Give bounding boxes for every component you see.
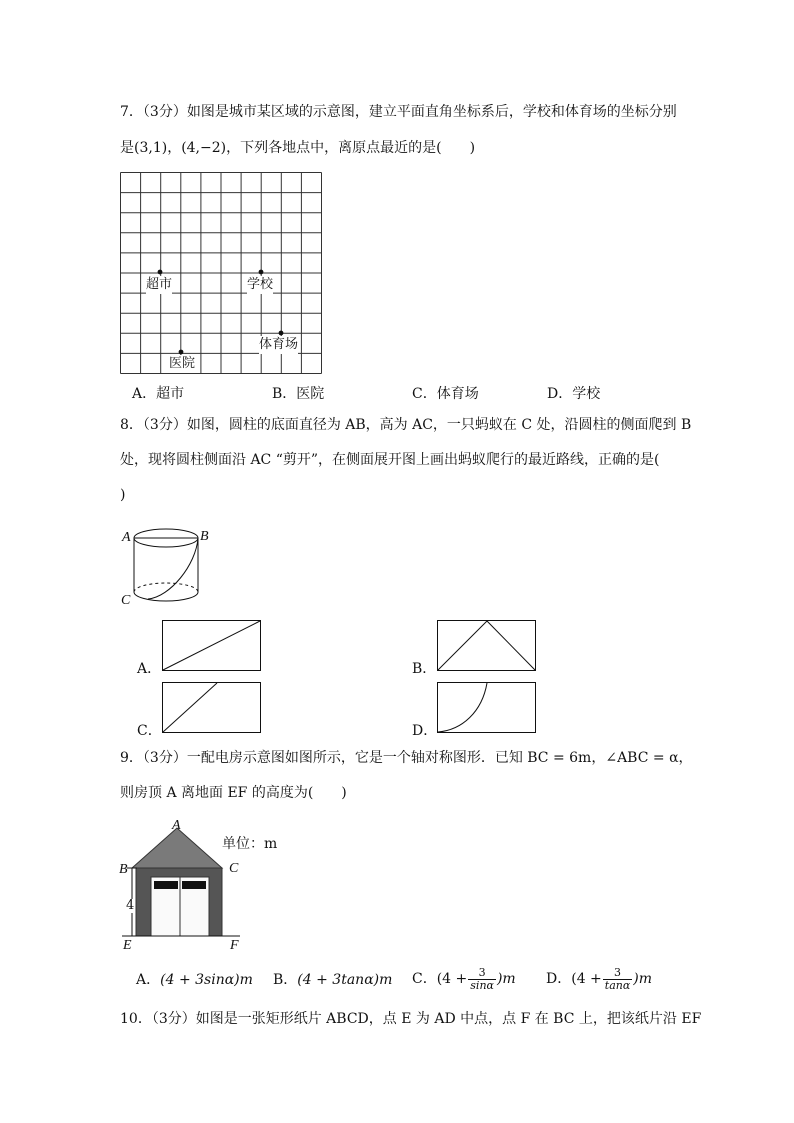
point-hospital: [179, 350, 184, 355]
unit-label: 单位：m: [222, 836, 278, 852]
house-label-b: B: [119, 862, 128, 877]
q9-option-c[interactable]: [412, 963, 516, 995]
house-label-c: C: [229, 861, 239, 876]
q8-option-d-figure: [437, 682, 537, 734]
q9-option-c-fraction: [468, 967, 496, 992]
q7-option-d[interactable]: D．学校: [547, 386, 601, 402]
house-label-f: F: [230, 938, 239, 953]
cyl-label-b: B: [200, 529, 209, 544]
q8-text-line1: 8．（3分）如图，圆柱的底面直径为 AB，高为 AC，一只蚂蚁在 C 处，沿圆柱的侧面爬到 B: [120, 417, 692, 433]
q9-option-a-expr: (4 + 3sinα)m: [160, 972, 253, 988]
q8-option-c[interactable]: C．: [137, 723, 162, 739]
point-school: [259, 270, 264, 275]
cyl-label-a: A: [122, 530, 131, 545]
house-label-a: A: [172, 818, 181, 833]
q8-text-line3: ): [120, 487, 126, 503]
label-school: 学校: [247, 277, 274, 292]
cyl-label-c: C: [121, 593, 131, 608]
q9-option-d-post: )m: [633, 971, 653, 987]
q9-option-d-letter: D．: [546, 971, 572, 987]
q7-text-line2: 是(3,1)，(4,−2)，下列各地点中，离原点最近的是( ): [120, 140, 476, 156]
q9-option-d-num: 3: [603, 967, 633, 980]
house-label-e: E: [123, 938, 132, 953]
q8-option-a-figure: [162, 620, 262, 672]
q9-option-d-den: tanα: [604, 978, 631, 992]
q9-option-b-letter: B．: [273, 972, 298, 988]
q8-option-a[interactable]: A．: [137, 661, 162, 677]
point-stadium: [279, 331, 284, 336]
q8-text-line2: 处，现将圆柱侧面沿 AC “剪开”，在侧面展开图上画出蚂蚁爬行的最近路线，正确的是(: [120, 452, 660, 468]
q7-option-b[interactable]: B．医院: [272, 386, 325, 402]
q8-option-b-figure: [437, 620, 537, 672]
point-supermarket: [158, 270, 163, 275]
label-hospital: 医院: [169, 356, 196, 371]
q9-text-line2: 则房顶 A 离地面 EF 的高度为( ): [120, 785, 347, 801]
label-supermarket: 超市: [146, 277, 173, 292]
q9-option-b[interactable]: [273, 971, 392, 989]
q9-option-d[interactable]: [546, 963, 652, 995]
q10-text-line1: 10．（3分）如图是一张矩形纸片 ABCD，点 E 为 AD 中点，点 F 在 BC 上，把该纸片沿 EF: [120, 1011, 702, 1027]
q9-option-c-num: 3: [468, 967, 496, 980]
q7-option-c[interactable]: C．体育场: [412, 386, 479, 402]
q9-option-c-letter: C．: [412, 971, 437, 987]
q9-option-d-pre: (4 +: [571, 971, 602, 987]
q9-option-d-fraction: [603, 967, 633, 992]
house-height-label: 4: [126, 898, 135, 913]
q8-option-b[interactable]: B．: [412, 661, 437, 677]
q7-text-line1: 7．（3分）如图是城市某区域的示意图，建立平面直角坐标系后，学校和体育场的坐标分别: [120, 104, 677, 120]
q9-option-c-pre: (4 +: [436, 971, 468, 987]
q9-option-a[interactable]: [136, 971, 253, 989]
q7-option-a[interactable]: A．超市: [132, 386, 185, 402]
cylinder-figure: [130, 525, 210, 610]
q9-option-c-post: )m: [496, 971, 516, 987]
q9-option-b-expr: (4 + 3tanα)m: [297, 972, 393, 988]
label-stadium: 体育场: [259, 337, 299, 352]
q9-option-a-letter: A．: [136, 972, 161, 988]
q9-text-line1: 9．（3分）一配电房示意图如图所示，它是一个轴对称图形．已知 BC = 6m，∠ABC = α，: [120, 750, 693, 766]
q9-option-c-den: sinα: [470, 978, 494, 992]
q8-option-c-figure: [162, 682, 262, 734]
q8-option-d[interactable]: D．: [412, 723, 438, 739]
